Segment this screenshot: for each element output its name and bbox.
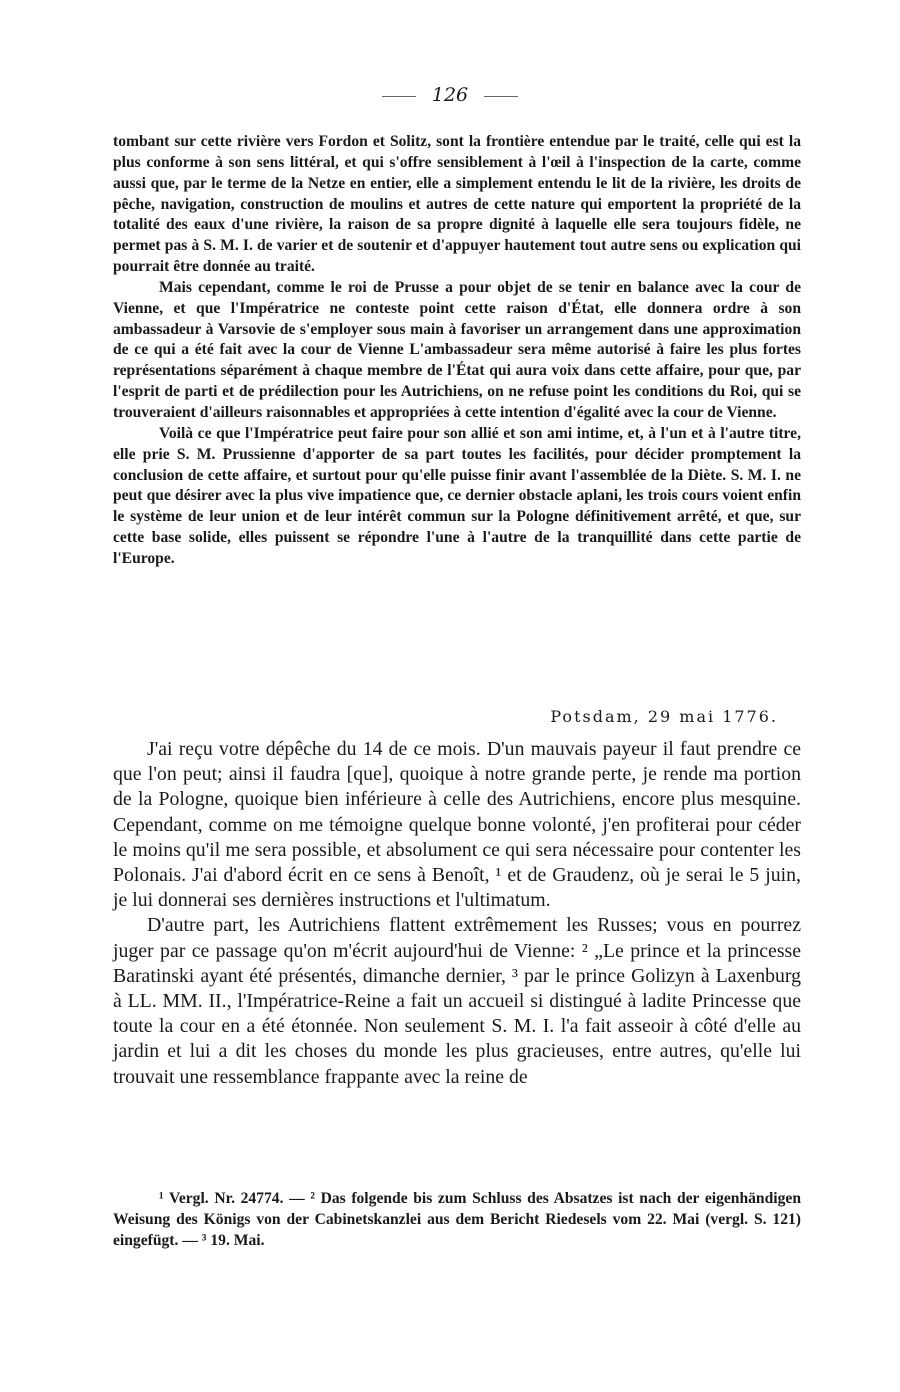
continuation-paragraph-1: tombant sur cette rivière vers Fordon et Solitz, sont la frontière entendue par le traité, celle qui est la plus conforme à son sens littéral, et qui s'offre sensiblement à l'œil à l'inspection de la carte, comme aussi que, par le terme de la Netze en entier, elle a simplement entendu le lit de la rivière, les droits de pêche, navigation, construction de moulins et autres de cette nature qui emportent la propriété de la totalité des eaux d'une rivière, la raison de sa propre dignité à laquelle elle sera toujours fidèle, ne permet pas à S. M. I. de varier et de soutenir et d'appuyer hautement tout autre sens ou explication qui pourrait être donnée au traité. — [113, 133, 801, 276]
letter-paragraph-2: D'autre part, les Autrichiens flattent extrêmement les Russes; vous en pourrez juger par ce passage qu'on m'écrit aujourd'hui de Vienne: ² „Le prince et la princesse Baratinski ayant été présentés, dimanche dernier, ³ par le prince Golizyn à Laxenburg à LL. MM. II., l'Impératrice-Reine a fait un accueil si distingué à ladite Princesse que toute la cour en a été étonnée. Non seulement S. M. I. l'a fait asseoir à côté d'elle au jardin et lui a dit les choses du monde les plus gracieuses, entre autres, qu'elle lui trouvait une ressemblance frappante avec la reine de — [113, 914, 801, 1088]
page-header — [0, 84, 900, 106]
continuation-paragraph-3: Voilà ce que l'Impératrice peut faire pour son allié et son ami intime, et, à l'un et à l'autre titre, elle prie S. M. Prussienne d'apporter de sa part toutes les facilités, pour décider promptement la conclusion de cette affaire, et surtout pour qu'elle puisse finir avant l'assemblée de la Diète. S. M. I. ne peut que désirer avec la plus vive impatience que, ce dernier obstacle aplani, les trois cours voient enfin le système de leur union et de leur intérêt commun sur la Pologne définitivement arrêté, et que, sur cette base solide, elles puissent se répondre l'une à l'autre de la tranquillité dans cette partie de l'Europe. — [113, 424, 801, 567]
letter-continuation — [113, 132, 801, 570]
footnote-text: ¹ Vergl. Nr. 24774. — ² Das folgende bis zum Schluss des Absatzes ist nach der eigenhändigen Weisung des Königs von der Cabinetskanzlei aus dem Bericht Riedesels vom 22. Mai (vergl. S. 121) eingefügt. — ³ 19. Mai. — [113, 1190, 801, 1249]
letter-body — [113, 737, 801, 1090]
page-number: 126 — [431, 84, 469, 106]
header-rule-left — [382, 96, 416, 97]
footnotes — [113, 1188, 801, 1251]
letter-paragraph-1: J'ai reçu votre dépêche du 14 de ce mois. D'un mauvais payeur il faut prendre ce que l'on peut; ainsi il faudra [que], quoique à notre grande perte, je rende ma portion de la Pologne, quoique bien inférieure à celle des Autrichiens, encore plus mesquine. Cependant, comme on me témoigne quelque bonne volonté, j'en profiterai pour céder le moins qu'il me sera possible, et absolument ce qui sera nécessaire pour contenter les Polonais. J'ai d'abord écrit en ce sens à Benoît, ¹ et de Graudenz, où je serai le 5 juin, je lui donnerai ses dernières instructions et l'ultimatum. — [113, 738, 801, 912]
header-rule-right — [484, 96, 518, 97]
letter-dateline: Potsdam, 29 mai 1776. — [550, 707, 778, 726]
continuation-paragraph-2: Mais cependant, comme le roi de Prusse a pour objet de se tenir en balance avec la cour de Vienne, et que l'Impératrice ne conteste point cette raison d'État, elle donnera ordre à son ambassadeur à Varsovie de s'employer sous main à favoriser un arrangement dans une approximation de ce qui a été fait avec la cour de Vienne L'ambassadeur sera même autorisé à faire les plus fortes représentations séparément à chaque membre de l'État qui aura voix dans cette affaire, pour que, par l'esprit de parti et de prédilection pour les Autrichiens, on ne refuse point les conditions du Roi, qui se trouveraient d'ailleurs raisonnables et appropriées à cette intention d'égalité avec la cour de Vienne. — [113, 278, 801, 421]
